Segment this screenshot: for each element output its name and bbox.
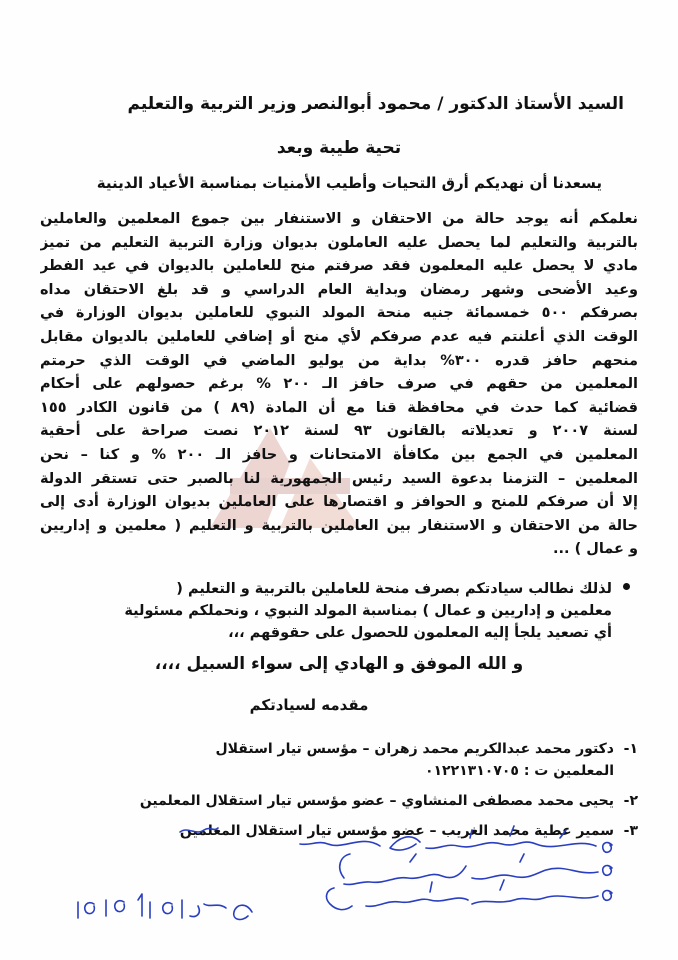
body-paragraph [40, 208, 638, 562]
body-line: المعلمين من حقهم في صرف حافز الـ ٢٠٠ % برغم حصولهم على أحكام [40, 376, 638, 393]
request-line: معلمين و إداريين و عمال ) بمناسبة المولد النبوي ، ونحملكم مسئولية [124, 602, 612, 619]
body-line: وعيد الأضحى وشهر رمضان وبداية العام الدراسي و قد بلغ الاحتقان مداه [40, 281, 638, 298]
signatory-text: دكتور محمد عبدالكريم محمد زهران – مؤسس تيار استقلال [215, 740, 614, 757]
bullet-icon [623, 583, 630, 590]
body-line: و عمال ) ... [553, 541, 638, 558]
signatory-number: ٣- [623, 822, 638, 839]
signatory-number: ٢- [623, 792, 638, 809]
request-line: أي تصعيد يلجأ إليه المعلمون للحصول على حقوقهم ،،، [228, 624, 612, 641]
addressee-line: السيد الأستاذ الدكتور / محمود أبوالنصر وزير التربية والتعليم [127, 94, 624, 114]
body-line: قضائية كما حدث في محافظة قنا مع أن المادة (٨٩ ) من قانون الكادر ١٥٥ [40, 399, 638, 416]
body-line: منحهم حافز قدره ٣٠٠% بداية من يوليو الماضي في الوقت الذي حرمتم [40, 352, 638, 369]
presented-by-line: مقدمه لسيادتكم [249, 695, 369, 714]
body-line: المعلمين في الجمع بين مكافأة الامتحانات و حافز الـ ٢٠٠ % و كنا – نحن [40, 446, 638, 463]
body-line: بصرفكم ٥٠٠ خمسمائة جنيه منحة المولد النبوي للعاملين بديوان الوزارة في [40, 305, 638, 322]
greeting-line: تحية طيبة وبعد [276, 138, 402, 158]
request-line: لذلك نطالب سيادتكم بصرف منحة للعاملين بالتربية و التعليم ( [176, 580, 612, 597]
signatory-phone: المعلمين ت : ٠١٢٢١٣١٠٧٠٥ [424, 762, 614, 779]
signatory-item [40, 820, 638, 842]
letter-body [40, 84, 638, 850]
closing-line: و الله الموفق و الهادي إلى سواء السبيل ،،،، [154, 653, 524, 674]
signatory-number: ١- [623, 740, 638, 757]
signatory-text: يحيى محمد مصطفى المنشاوي – عضو مؤسس تيار استقلال المعلمين [139, 792, 614, 809]
body-line: المعلمين – التزمنا بدعوة السيد رئيس الجمهورية لنا بالصبر حتى تستقر الدولة [40, 470, 638, 487]
body-line: بالتربية والتعليم لما يحصل عليه العاملون بديوان وزارة التربية التعليم من تميز [40, 234, 638, 251]
opening-line: يسعدنا أن نهديكم أرق التحيات وأطيب الأمنيات بمناسبة الأعياد الدينية [96, 174, 602, 192]
signatory-item [40, 738, 638, 782]
body-line: نعلمكم أنه يوجد حالة من الاحتقان و الاستنفار بين جموع المعلمين والعاملين [40, 211, 638, 227]
signatory-text: سمير عطية محمد الغريب – عضو مؤسس تيار استقلال المعلمين [179, 822, 614, 839]
body-line: الوقت الذي أعلنتم فيه عدم صرفكم لأي منح أو إضافي للعاملين بالديوان مقابل [40, 328, 638, 345]
request-paragraph [40, 578, 612, 644]
body-line: إلا أن صرفكم للمنح و الحوافز و اقتصارها على العاملين بديوان الوزارة أدى إلى [40, 494, 638, 511]
body-line: حالة من الاحتقان و الاستنفار بين العاملين بالتربية و التعليم ( معلمين و إداريين [40, 517, 638, 534]
body-line: لسنة ٢٠٠٧ و تعديلاته بالقانون ٩٣ لسنة ٢٠١٢ نصت صراحة على أحقية [40, 423, 638, 440]
signatory-item [40, 790, 638, 812]
body-line: مادي لا يحصل عليه المعلمون فقد صرفتم منح للعاملين بالديوان في عيد الفطر [40, 258, 638, 275]
signatories-list [40, 738, 638, 842]
